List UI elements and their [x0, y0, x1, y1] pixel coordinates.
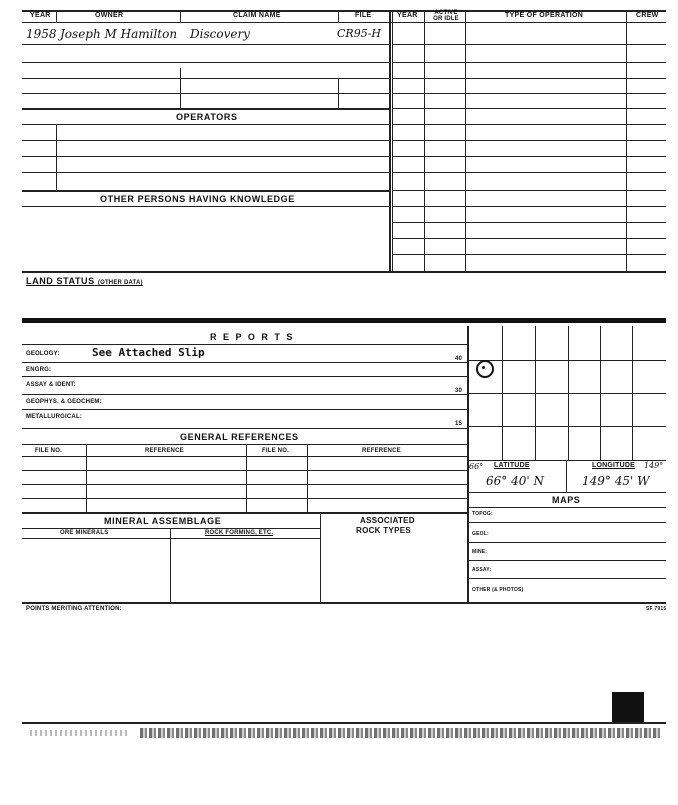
- mineral-title: MINERAL ASSEMBLAGE: [104, 516, 222, 526]
- row-line: [392, 124, 666, 125]
- location-circle-icon: [476, 360, 494, 378]
- latitude-label: LATITUDE: [494, 462, 530, 469]
- divider: [180, 68, 181, 108]
- divider: [465, 10, 466, 272]
- entry-claim-name: Discovery: [190, 27, 250, 41]
- row-line: [22, 428, 467, 429]
- main-vertical-divider: [389, 10, 391, 272]
- assay-label: ASSAY & IDENT:: [26, 382, 76, 388]
- divider: [320, 512, 321, 602]
- row-line: [392, 238, 666, 239]
- row-line: [22, 512, 467, 514]
- land-status-title: LAND STATUS (OTHER DATA): [26, 276, 143, 286]
- num-15: 15: [455, 421, 463, 427]
- longitude-suffix: 149°: [644, 461, 664, 470]
- row-line: [392, 156, 666, 157]
- location-dot-icon: [482, 366, 485, 369]
- divider: [56, 124, 57, 190]
- row-line: [467, 542, 666, 543]
- divider: [307, 444, 308, 512]
- row-line: [22, 78, 389, 79]
- maps-topog: TOPOG:: [472, 511, 493, 517]
- row-line: [392, 62, 666, 63]
- grid-row: [467, 393, 666, 394]
- row-line: [22, 44, 389, 45]
- ore-minerals-header: ORE MINERALS: [60, 530, 109, 536]
- header-type-of-operation: TYPE OF OPERATION: [505, 12, 584, 19]
- scan-noise-band-left: [30, 730, 130, 736]
- maps-geol: GEOL:: [472, 531, 489, 537]
- row-line: [392, 222, 666, 223]
- divider: [86, 444, 87, 512]
- row-line: [22, 409, 467, 410]
- form-number: SF 7915: [646, 606, 667, 612]
- row-line: [22, 456, 467, 457]
- divider: [424, 10, 425, 272]
- header-year-2: YEAR: [397, 12, 418, 19]
- scan-bottom-line: [22, 722, 666, 724]
- entry-owner: Joseph M Hamilton: [60, 27, 178, 41]
- row-line: [392, 190, 666, 191]
- file-no-header: FILE NO.: [35, 448, 62, 454]
- num-40: 40: [455, 356, 463, 362]
- scan-noise-band: [140, 728, 660, 738]
- file-no-header-2: FILE NO.: [262, 448, 289, 454]
- divider: [56, 10, 57, 22]
- geology-label: GEOLOGY:: [26, 351, 60, 357]
- row-line: [22, 444, 467, 445]
- geophys-label: GEOPHYS. & GEOCHEM:: [26, 399, 102, 405]
- reference-header: REFERENCE: [145, 448, 184, 454]
- row-line: [467, 522, 666, 523]
- main-vertical-divider-2: [392, 10, 393, 272]
- row-line: [22, 93, 389, 94]
- row-line: [22, 62, 389, 63]
- divider: [338, 10, 339, 22]
- row-line: [22, 376, 467, 377]
- entry-file: CR95-H: [337, 27, 382, 40]
- rock-types-label: ROCK TYPES: [356, 526, 412, 535]
- points-meriting-attention: POINTS MERITING ATTENTION:: [26, 606, 122, 612]
- row-line: [22, 362, 467, 363]
- grid-row: [467, 360, 666, 361]
- divider: [246, 444, 247, 512]
- row-line: [467, 578, 666, 579]
- row-line: [22, 124, 389, 125]
- row-line: [22, 206, 389, 207]
- row-line: [22, 602, 666, 604]
- row-line: [22, 190, 389, 192]
- latitude-value: 66° 40' N: [486, 474, 544, 488]
- longitude-label: LONGITUDE: [592, 462, 636, 469]
- row-line: [22, 528, 320, 529]
- row-line: [22, 484, 467, 485]
- row-line: [392, 140, 666, 141]
- engrg-label: ENGRG:: [26, 367, 52, 373]
- divider: [180, 10, 181, 22]
- rock-forming-header: ROCK FORMING, ETC.: [205, 530, 274, 536]
- header-crew: CREW: [636, 12, 659, 19]
- grid-row: [467, 426, 666, 427]
- reports-top-bar: [22, 318, 666, 323]
- maps-mine: MINE:: [472, 549, 488, 555]
- row-line: [467, 492, 666, 493]
- latitude-prefix: 66°: [469, 462, 484, 471]
- row-line: [22, 538, 320, 539]
- row-line: [22, 172, 389, 173]
- longitude-value: 149° 45' W: [582, 474, 650, 488]
- row-line: [22, 140, 389, 141]
- header-owner: OWNER: [95, 12, 124, 19]
- row-line: [22, 108, 389, 110]
- row-line: [22, 156, 389, 157]
- row-line: [467, 507, 666, 508]
- row-line: [22, 394, 467, 395]
- maps-title: MAPS: [552, 495, 581, 505]
- reports-title: R E P O R T S: [210, 332, 295, 342]
- header-bottom-line: [22, 22, 666, 23]
- row-line: [22, 344, 467, 345]
- header-file: FILE: [355, 12, 372, 19]
- maps-other: OTHER (& PHOTOS): [472, 587, 524, 593]
- scan-black-mark: [612, 692, 644, 722]
- entry-year: 1958: [26, 27, 57, 41]
- row-line: [392, 93, 666, 94]
- metallurgical-label: METALLURGICAL:: [26, 414, 83, 420]
- divider: [566, 460, 567, 492]
- row-line: [22, 470, 467, 471]
- operators-title: OPERATORS: [176, 112, 238, 122]
- row-line: [392, 172, 666, 173]
- row-line: [392, 78, 666, 79]
- general-refs-title: GENERAL REFERENCES: [180, 432, 299, 442]
- header-claim-name: CLAIM NAME: [233, 12, 281, 19]
- reference-header-2: REFERENCE: [362, 448, 401, 454]
- row-line: [22, 271, 666, 273]
- row-line: [392, 44, 666, 45]
- num-30: 30: [455, 388, 463, 394]
- divider: [170, 528, 171, 602]
- header-active-idle: ACTIVE OR IDLE: [433, 10, 459, 22]
- row-line: [392, 108, 666, 109]
- other-persons-title: OTHER PERSONS HAVING KNOWLEDGE: [100, 194, 295, 204]
- row-line: [467, 560, 666, 561]
- row-line: [392, 254, 666, 255]
- row-line: [392, 206, 666, 207]
- associated-label: ASSOCIATED: [360, 516, 415, 525]
- header-year: YEAR: [30, 12, 51, 19]
- maps-assay: ASSAY:: [472, 567, 492, 573]
- geology-value: See Attached Slip: [92, 346, 205, 359]
- row-line: [22, 498, 467, 499]
- divider: [626, 10, 627, 272]
